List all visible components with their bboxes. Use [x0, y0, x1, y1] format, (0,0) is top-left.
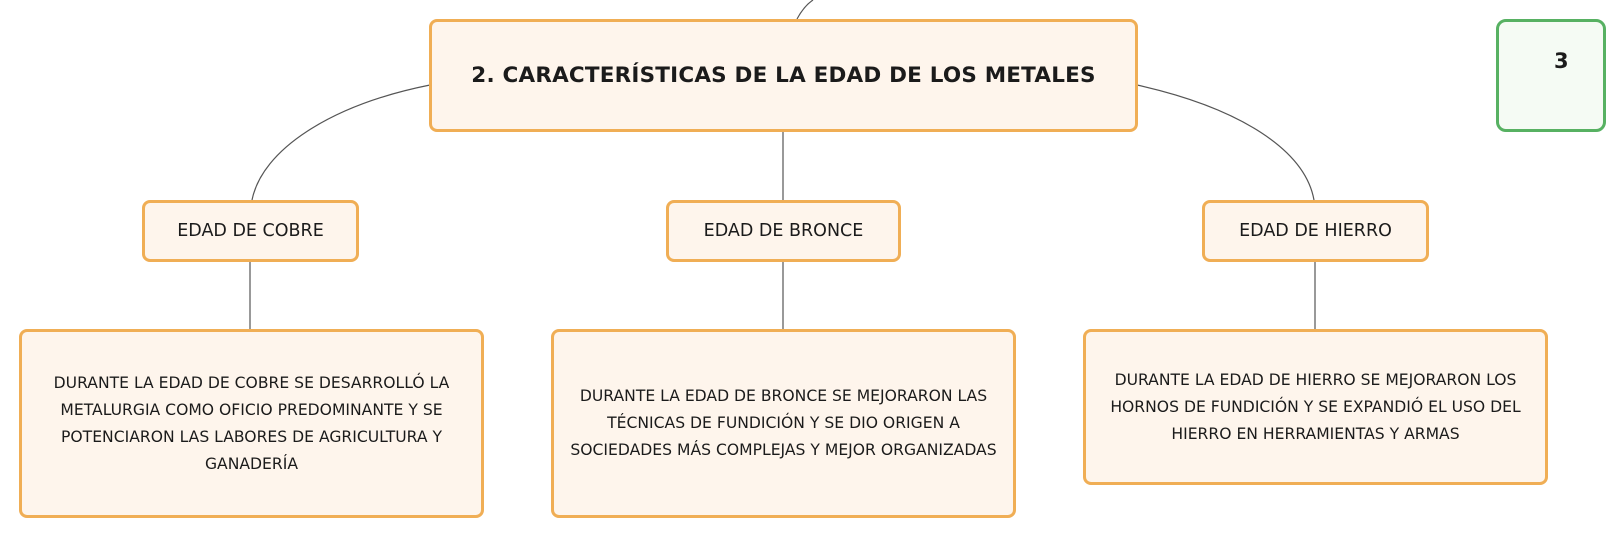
connector-main-to-hierro — [1137, 85, 1314, 200]
connector-to-parent — [797, 0, 813, 19]
description-text: DURANTE LA EDAD DE COBRE SE DESARROLLÓ LA METALURGIA COMO OFICIO PREDOMINANTE Y SE POTENCIARON LAS LABORES DE AGRICULTURA Y GANADERÍA — [53, 373, 450, 473]
branch-node-edad-de-bronce[interactable] — [666, 200, 901, 262]
description-node-edad-de-bronce[interactable] — [551, 329, 1016, 518]
connector-main-to-cobre — [252, 85, 430, 200]
next-topic-node[interactable] — [1496, 19, 1606, 132]
main-topic-node[interactable] — [429, 19, 1138, 132]
branch-node-edad-de-hierro[interactable] — [1202, 200, 1429, 262]
branch-node-edad-de-cobre[interactable] — [142, 200, 359, 262]
branch-label: EDAD DE COBRE — [177, 221, 324, 241]
description-node-edad-de-cobre[interactable] — [19, 329, 484, 518]
description-node-edad-de-hierro[interactable] — [1083, 329, 1548, 485]
branch-label: EDAD DE BRONCE — [703, 221, 864, 241]
description-text: DURANTE LA EDAD DE HIERRO SE MEJORARON LOS HORNOS DE FUNDICIÓN Y SE EXPANDIÓ EL USO DEL HIERRO EN HERRAMIENTAS Y ARMAS — [1110, 370, 1521, 443]
description-text: DURANTE LA EDAD DE BRONCE SE MEJORARON LAS TÉCNICAS DE FUNDICIÓN Y SE DIO ORIGEN A SOCIEDADES MÁS COMPLEJAS Y MEJOR ORGANIZADAS — [570, 387, 997, 459]
next-topic-title: 3 — [1554, 49, 1569, 73]
branch-label: EDAD DE HIERRO — [1239, 221, 1392, 241]
main-topic-title: 2. CARACTERÍSTICAS DE LA EDAD DE LOS METALES — [471, 63, 1096, 88]
